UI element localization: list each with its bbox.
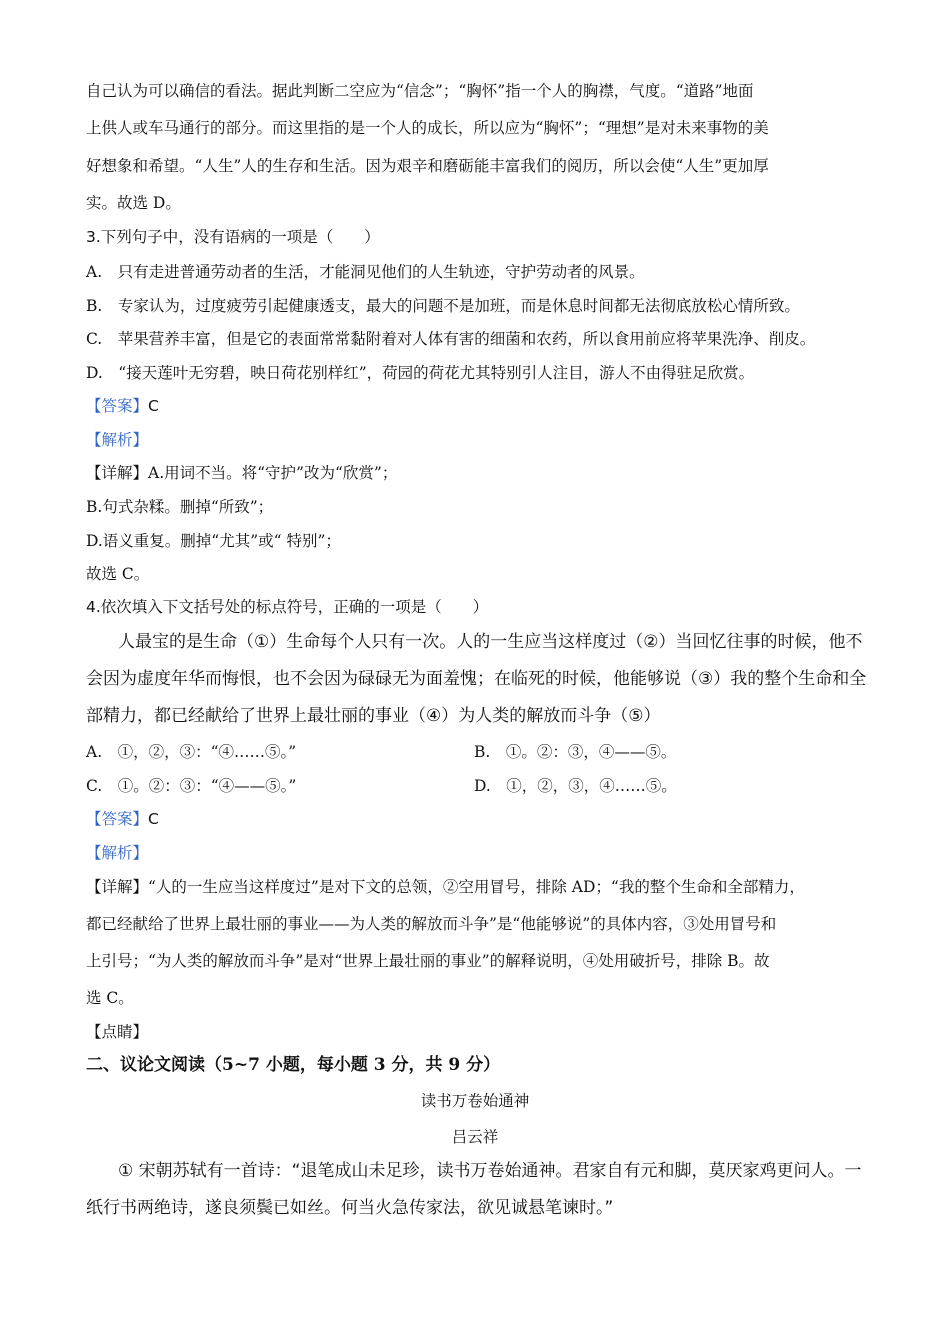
- answer-label: 【答案】: [86, 810, 149, 828]
- question-4-stem: 4.依次填入下文括号处的标点符号，正确的一项是（ ）: [86, 598, 489, 616]
- q4-answer: [86, 808, 159, 830]
- intro-line: 上供人或车马通行的部分。而这里指的是一个人的成长，所以应为“胸怀”；“理想”是对未来事物的美: [86, 119, 769, 137]
- q4-detail-line: 都已经献给了世界上最壮丽的事业——为人类的解放而斗争”是“他能够说”的具体内容，③处用冒号和: [86, 915, 777, 933]
- q4-passage-line: 部精力，都已经献给了世界上最壮丽的事业（④）为人类的解放而斗争（⑤）: [86, 706, 661, 726]
- q3-detail-line: D.语义重复。删掉“尤其”或“ 特别”；: [86, 532, 341, 550]
- q3-detail-line: 【详解】A.用词不当。将“守护”改为“欣赏”；: [86, 464, 398, 482]
- q3-answer: [86, 395, 159, 417]
- answer-value: C: [148, 810, 159, 828]
- q3-option-d: D. “接天莲叶无穷碧，映日荷花别样红”，荷园的荷花尤其特别引人注目，游人不由得驻足欣赏。: [86, 364, 755, 382]
- answer-value: C: [148, 397, 159, 415]
- q4-option-b: B. ①。②：③，④——⑤。: [474, 743, 677, 761]
- section-heading: 二、议论文阅读（5~7 小题，每小题 3 分，共 9 分）: [86, 1055, 501, 1075]
- intro-line: 好想象和希望。“人生”人的生存和生活。因为艰辛和磨砺能丰富我们的阅历，所以会使“人生”更加厚: [86, 157, 769, 175]
- q4-option-c: C. ①。②：③：“④——⑤。”: [86, 777, 297, 795]
- q3-option-c: C. 苹果营养丰富，但是它的表面常常黏附着对人体有害的细菌和农药，所以食用前应将苹果洗净、削皮。: [86, 330, 816, 348]
- q4-detail-line: 上引号；“为人类的解放而斗争”是对“世界上最壮丽的事业”的解释说明，④处用破折号，排除 B。故: [86, 952, 770, 970]
- question-3-stem: 3.下列句子中，没有语病的一项是（ ）: [86, 228, 380, 246]
- q3-detail-line: 故选 C。: [86, 565, 150, 583]
- q4-passage-line: 会因为虚度年华而悔恨，也不会因为碌碌无为面羞愧；在临死的时候，他能够说（③）我的整个生命和全: [86, 669, 867, 689]
- q4-tip-label: 【点睛】: [86, 1023, 149, 1041]
- intro-line: 自己认为可以确信的看法。据此判断二空应为“信念”；“胸怀”指一个人的胸襟，气度。“道路”地面: [86, 82, 754, 100]
- q4-passage-line: 人最宝的是生命（①）生命每个人只有一次。人的一生应当这样度过（②）当回忆往事的时候，他不: [118, 632, 863, 652]
- article-title: 读书万卷始通神: [420, 1092, 530, 1110]
- q3-option-a: A. 只有走进普通劳动者的生活，才能洞见他们的人生轨迹，守护劳动者的风景。: [86, 263, 645, 281]
- article-paragraph-line: ① 宋朝苏轼有一首诗：“退笔成山未足珍，读书万卷始通神。君家自有元和脚，莫厌家鸡更问人。一: [118, 1161, 862, 1181]
- q4-detail-line: 【详解】“人的一生应当这样度过”是对下文的总领，②空用冒号，排除 AD；“我的整个生命和全部精力，: [86, 878, 805, 896]
- q4-detail-line: 选 C。: [86, 989, 134, 1007]
- answer-label: 【答案】: [86, 397, 149, 415]
- intro-line: 实。故选 D。: [86, 194, 181, 212]
- q4-analysis-label: 【解析】: [86, 844, 149, 862]
- q3-analysis-label: 【解析】: [86, 431, 149, 449]
- article-paragraph-line: 纸行书两绝诗，遂良须鬓已如丝。何当火急传家法，欲见诚悬笔谏时。”: [86, 1198, 614, 1218]
- q3-detail-line: B.句式杂糅。删掉“所致”；: [86, 498, 274, 516]
- q4-option-d: D. ①，②，③，④……⑤。: [474, 777, 677, 795]
- q3-option-b: B. 专家认为，过度疲劳引起健康透支，最大的问题不是加班，而是休息时间都无法彻底放松心情所致。: [86, 297, 800, 315]
- q4-option-a: A. ①，②，③：“④……⑤。”: [86, 743, 297, 761]
- article-author: 吕云祥: [451, 1128, 499, 1146]
